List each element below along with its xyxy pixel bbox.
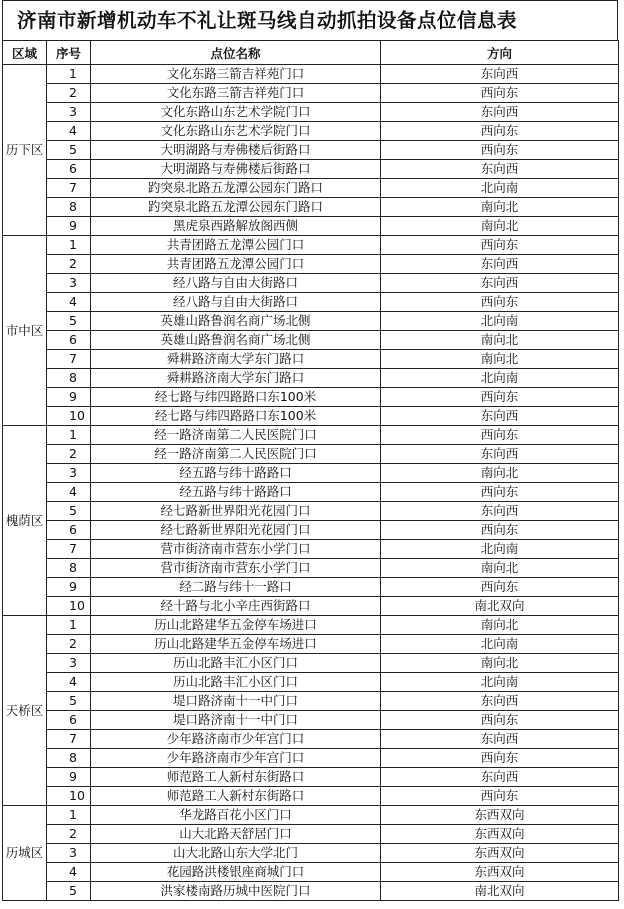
direction-cell: 南向北: [381, 559, 619, 578]
table-row: [3, 730, 619, 749]
seq-cell: 6: [47, 331, 91, 350]
location-cell: 少年路济南市少年宫门口: [91, 730, 381, 749]
location-cell: 舜耕路济南大学东门路口: [91, 350, 381, 369]
table-row: [3, 502, 619, 521]
location-cell: 经七路与纬四路路口东100米: [91, 407, 381, 426]
location-cell: 经七路新世界阳光花园门口: [91, 502, 381, 521]
table-row: [3, 768, 619, 787]
table-row: [3, 407, 619, 426]
seq-cell: 8: [47, 749, 91, 768]
seq-cell: 4: [47, 673, 91, 692]
table-row: [3, 692, 619, 711]
table-row: [3, 882, 619, 901]
direction-cell: 东向西: [381, 65, 619, 84]
seq-cell: 5: [47, 312, 91, 331]
seq-cell: 10: [47, 407, 91, 426]
table-row: [3, 597, 619, 616]
seq-cell: 1: [47, 806, 91, 825]
table-row: [3, 103, 619, 122]
direction-cell: 西向东: [381, 749, 619, 768]
location-cell: 历山北路丰汇小区门口: [91, 654, 381, 673]
table-row: [3, 198, 619, 217]
district-cell: 历下区: [3, 65, 47, 236]
direction-cell: 北向南: [381, 673, 619, 692]
location-cell: 经十路与北小辛庄西街路口: [91, 597, 381, 616]
location-cell: 山大北路天舒居门口: [91, 825, 381, 844]
seq-cell: 4: [47, 863, 91, 882]
table-row: [3, 255, 619, 274]
location-cell: 山大北路山东大学北门: [91, 844, 381, 863]
location-cell: 共青团路五龙潭公园门口: [91, 236, 381, 255]
direction-cell: 东向西: [381, 502, 619, 521]
table-row: [3, 844, 619, 863]
table-row: [3, 540, 619, 559]
location-cell: 文化东路三箭吉祥苑门口: [91, 84, 381, 103]
direction-cell: 东西双向: [381, 863, 619, 882]
table-row: [3, 122, 619, 141]
seq-cell: 7: [47, 730, 91, 749]
table-row: [3, 673, 619, 692]
seq-cell: 3: [47, 654, 91, 673]
location-cell: 大明湖路与寿佛楼后街路口: [91, 160, 381, 179]
seq-cell: 1: [47, 616, 91, 635]
seq-cell: 5: [47, 882, 91, 901]
direction-cell: 北向南: [381, 540, 619, 559]
location-cell: 英雄山路鲁润名商广场北侧: [91, 331, 381, 350]
direction-cell: 北向南: [381, 635, 619, 654]
seq-cell: 2: [47, 825, 91, 844]
seq-cell: 5: [47, 692, 91, 711]
table-header-row: [3, 41, 619, 65]
seq-cell: 4: [47, 293, 91, 312]
location-cell: 文化东路三箭吉祥苑门口: [91, 65, 381, 84]
location-cell: 经二路与纬十一路口: [91, 578, 381, 597]
direction-cell: 西向东: [381, 578, 619, 597]
seq-cell: 10: [47, 597, 91, 616]
table-row: [3, 160, 619, 179]
direction-cell: 西向东: [381, 293, 619, 312]
location-cell: 经五路与纬十路路口: [91, 464, 381, 483]
direction-cell: 南向北: [381, 654, 619, 673]
seq-cell: 8: [47, 198, 91, 217]
seq-cell: 1: [47, 65, 91, 84]
table-row: [3, 825, 619, 844]
seq-cell: 3: [47, 844, 91, 863]
table-row: [3, 578, 619, 597]
table-row: [3, 483, 619, 502]
location-cell: 华龙路百花小区门口: [91, 806, 381, 825]
direction-cell: 东向西: [381, 103, 619, 122]
direction-cell: 南向北: [381, 217, 619, 236]
table-row: [3, 274, 619, 293]
location-cell: 少年路济南市少年宫门口: [91, 749, 381, 768]
direction-cell: 西向东: [381, 236, 619, 255]
location-cell: 经七路与纬四路路口东100米: [91, 388, 381, 407]
direction-cell: 南北双向: [381, 597, 619, 616]
location-cell: 共青团路五龙潭公园门口: [91, 255, 381, 274]
direction-cell: 东向西: [381, 445, 619, 464]
table-row: [3, 445, 619, 464]
table-body: [3, 65, 619, 901]
location-cell: 堤口路济南十一中门口: [91, 692, 381, 711]
seq-cell: 1: [47, 426, 91, 445]
direction-cell: 西向东: [381, 122, 619, 141]
seq-cell: 5: [47, 502, 91, 521]
table-row: [3, 464, 619, 483]
header-direction: 方向: [381, 41, 619, 65]
location-cell: 文化东路山东艺术学院门口: [91, 122, 381, 141]
direction-cell: 南北双向: [381, 882, 619, 901]
table-row: [3, 369, 619, 388]
seq-cell: 10: [47, 787, 91, 806]
point-info-table: [2, 40, 619, 901]
header-district: 区域: [3, 41, 47, 65]
location-cell: 趵突泉北路五龙潭公园东门路口: [91, 198, 381, 217]
seq-cell: 9: [47, 388, 91, 407]
direction-cell: 北向南: [381, 312, 619, 331]
table-row: [3, 806, 619, 825]
seq-cell: 9: [47, 217, 91, 236]
table-row: [3, 635, 619, 654]
table-row: [3, 331, 619, 350]
table-row: [3, 217, 619, 236]
direction-cell: 南向北: [381, 331, 619, 350]
table-row: [3, 711, 619, 730]
page-title: 济南市新增机动车不礼让斑马线自动抓拍设备点位信息表: [2, 0, 618, 40]
direction-cell: 西向东: [381, 141, 619, 160]
seq-cell: 4: [47, 122, 91, 141]
table-row: [3, 293, 619, 312]
direction-cell: 北向南: [381, 369, 619, 388]
district-cell: 天桥区: [3, 616, 47, 806]
table-row: [3, 65, 619, 84]
location-cell: 文化东路山东艺术学院门口: [91, 103, 381, 122]
direction-cell: 西向东: [381, 426, 619, 445]
table-row: [3, 616, 619, 635]
seq-cell: 2: [47, 255, 91, 274]
location-cell: 经五路与纬十路路口: [91, 483, 381, 502]
seq-cell: 7: [47, 179, 91, 198]
table-row: [3, 179, 619, 198]
location-cell: 师范路工人新村东街路口: [91, 787, 381, 806]
direction-cell: 东西双向: [381, 825, 619, 844]
seq-cell: 3: [47, 464, 91, 483]
direction-cell: 西向东: [381, 711, 619, 730]
table-row: [3, 388, 619, 407]
direction-cell: 东向西: [381, 692, 619, 711]
seq-cell: 2: [47, 84, 91, 103]
direction-cell: 南向北: [381, 464, 619, 483]
location-cell: 历山北路建华五金停车场进口: [91, 635, 381, 654]
direction-cell: 西向东: [381, 787, 619, 806]
table-row: [3, 749, 619, 768]
seq-cell: 5: [47, 141, 91, 160]
header-seq: 序号: [47, 41, 91, 65]
direction-cell: 东西双向: [381, 844, 619, 863]
table-row: [3, 559, 619, 578]
location-cell: 经七路新世界阳光花园门口: [91, 521, 381, 540]
seq-cell: 2: [47, 445, 91, 464]
table-row: [3, 787, 619, 806]
table-row: [3, 84, 619, 103]
location-cell: 师范路工人新村东街路口: [91, 768, 381, 787]
direction-cell: 南向北: [381, 350, 619, 369]
seq-cell: 8: [47, 369, 91, 388]
location-cell: 经八路与自由大街路口: [91, 274, 381, 293]
table-row: [3, 236, 619, 255]
direction-cell: 西向东: [381, 388, 619, 407]
table-row: [3, 141, 619, 160]
direction-cell: 东向西: [381, 730, 619, 749]
seq-cell: 9: [47, 578, 91, 597]
direction-cell: 西向东: [381, 84, 619, 103]
table-row: [3, 426, 619, 445]
location-cell: 经八路与自由大街路口: [91, 293, 381, 312]
location-cell: 历山北路建华五金停车场进口: [91, 616, 381, 635]
seq-cell: 7: [47, 350, 91, 369]
location-cell: 黑虎泉西路解放阁西侧: [91, 217, 381, 236]
direction-cell: 东向西: [381, 768, 619, 787]
table-row: [3, 350, 619, 369]
location-cell: 堤口路济南十一中门口: [91, 711, 381, 730]
direction-cell: 东向西: [381, 407, 619, 426]
table-row: [3, 863, 619, 882]
district-cell: 槐荫区: [3, 426, 47, 616]
district-cell: 市中区: [3, 236, 47, 426]
seq-cell: 6: [47, 160, 91, 179]
seq-cell: 7: [47, 540, 91, 559]
location-cell: 营市街济南市营东小学门口: [91, 540, 381, 559]
seq-cell: 6: [47, 711, 91, 730]
direction-cell: 南向北: [381, 616, 619, 635]
table-row: [3, 521, 619, 540]
table-row: [3, 654, 619, 673]
header-location: 点位名称: [91, 41, 381, 65]
location-cell: 趵突泉北路五龙潭公园东门路口: [91, 179, 381, 198]
location-cell: 经一路济南第二人民医院门口: [91, 426, 381, 445]
seq-cell: 6: [47, 521, 91, 540]
seq-cell: 8: [47, 559, 91, 578]
location-cell: 经一路济南第二人民医院门口: [91, 445, 381, 464]
seq-cell: 3: [47, 274, 91, 293]
district-cell: 历城区: [3, 806, 47, 901]
seq-cell: 4: [47, 483, 91, 502]
seq-cell: 2: [47, 635, 91, 654]
seq-cell: 1: [47, 236, 91, 255]
direction-cell: 东向西: [381, 255, 619, 274]
direction-cell: 东向西: [381, 274, 619, 293]
seq-cell: 9: [47, 768, 91, 787]
direction-cell: 北向南: [381, 179, 619, 198]
location-cell: 花园路洪楼银座商城门口: [91, 863, 381, 882]
location-cell: 营市街济南市营东小学门口: [91, 559, 381, 578]
location-cell: 洪家楼南路历城中医院门口: [91, 882, 381, 901]
location-cell: 大明湖路与寿佛楼后街路口: [91, 141, 381, 160]
direction-cell: 西向东: [381, 483, 619, 502]
seq-cell: 3: [47, 103, 91, 122]
location-cell: 舜耕路济南大学东门路口: [91, 369, 381, 388]
direction-cell: 东西双向: [381, 806, 619, 825]
location-cell: 历山北路丰汇小区门口: [91, 673, 381, 692]
direction-cell: 南向北: [381, 198, 619, 217]
direction-cell: 西向东: [381, 521, 619, 540]
direction-cell: 东向西: [381, 160, 619, 179]
location-cell: 英雄山路鲁润名商广场北侧: [91, 312, 381, 331]
table-row: [3, 312, 619, 331]
